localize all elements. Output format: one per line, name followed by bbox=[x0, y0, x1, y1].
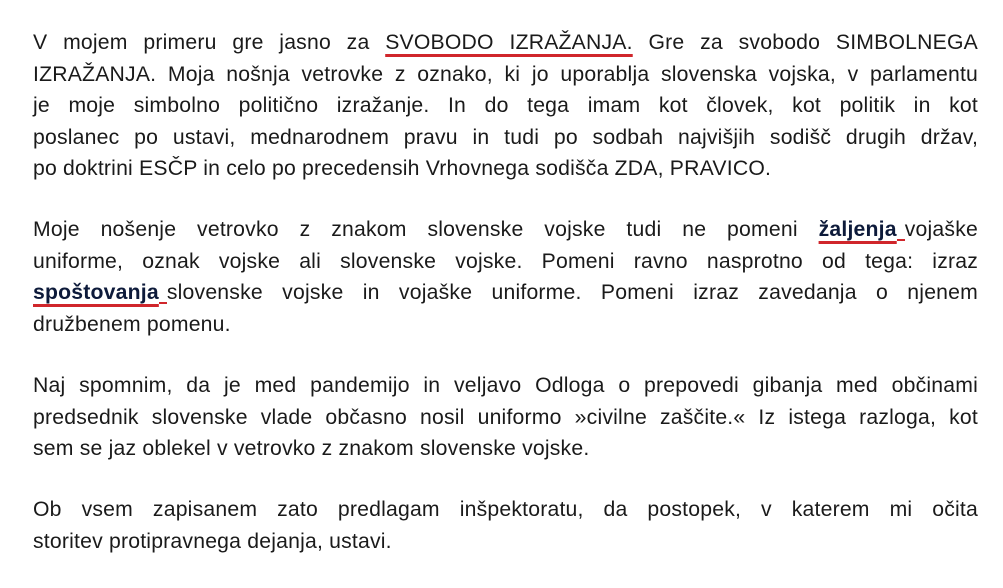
p2-line-4: družbenem pomenu. bbox=[33, 312, 231, 336]
p4-line-2: storitev protipravnega dejanja, ustavi. bbox=[33, 529, 392, 553]
paragraph-proposal bbox=[33, 494, 978, 557]
p2-line-3-end: slovenske vojske in vojaške uniforme. Pomeni izraz zavedanja o njenem bbox=[166, 281, 978, 304]
p1-line-1 bbox=[33, 27, 978, 59]
p2-line-2: uniforme, oznak vojske ali slovenske vojske. Pomeni ravno nasprotno od tega: izraz bbox=[33, 249, 979, 273]
paragraph-pandemic-example bbox=[33, 370, 978, 465]
p2-line-3 bbox=[33, 277, 978, 309]
p1-line-3: je moje simbolno politično izražanje. In do tega imam kot človek, kot politik in kot bbox=[33, 94, 978, 117]
p2-line-1-end: vojaške bbox=[904, 218, 978, 241]
highlight-zaljenja: žaljenja bbox=[818, 218, 897, 241]
p2-line-1-start: Moje nošenje vetrovko z znakom slovenske vojske tudi ne pomeni bbox=[33, 218, 819, 241]
p4-line-1: Ob vsem zapisanem zato predlagam inšpektoratu, da postopek, v katerem mi očita bbox=[33, 498, 978, 521]
p1-line-1-start: V mojem primeru gre jasno za bbox=[33, 31, 386, 54]
paragraph-respect bbox=[33, 214, 978, 340]
underline-tail bbox=[159, 301, 167, 304]
p2-line-1 bbox=[33, 214, 978, 246]
underline-tail bbox=[897, 238, 905, 241]
p3-line-2: predsednik slovenske vlade občasno nosil uniformo »civilne zaščite.« Iz istega razloga, kot bbox=[33, 405, 978, 429]
paragraph-freedom-of-expression bbox=[33, 27, 978, 185]
p1-line-2: IZRAŽANJA. Moja nošnja vetrovke z oznako, ki jo uporablja slovenska vojska, v parlamentu bbox=[33, 62, 979, 86]
p1-line-4: poslanec po ustavi, mednarodnem pravu in tudi po sodbah najvišjih sodišč drugih držav, bbox=[33, 125, 979, 149]
p3-line-1: Naj spomnim, da je med pandemijo in veljavo Odloga o prepovedi gibanja med občinami bbox=[33, 374, 978, 397]
highlight-spostovanja: spoštovanja bbox=[33, 281, 159, 304]
highlight-svobodo-izrazanja: SVOBODO IZRAŽANJA. bbox=[385, 31, 633, 54]
p1-line-5: po doktrini ESČP in celo po precedensih Vrhovnega sodišča ZDA, PRAVICO. bbox=[33, 157, 772, 180]
p3-line-3: sem se jaz oblekel v vetrovko z znakom slovenske vojske. bbox=[33, 437, 590, 460]
p1-line-1-end: Gre za svobodo SIMBOLNEGA bbox=[632, 31, 978, 54]
